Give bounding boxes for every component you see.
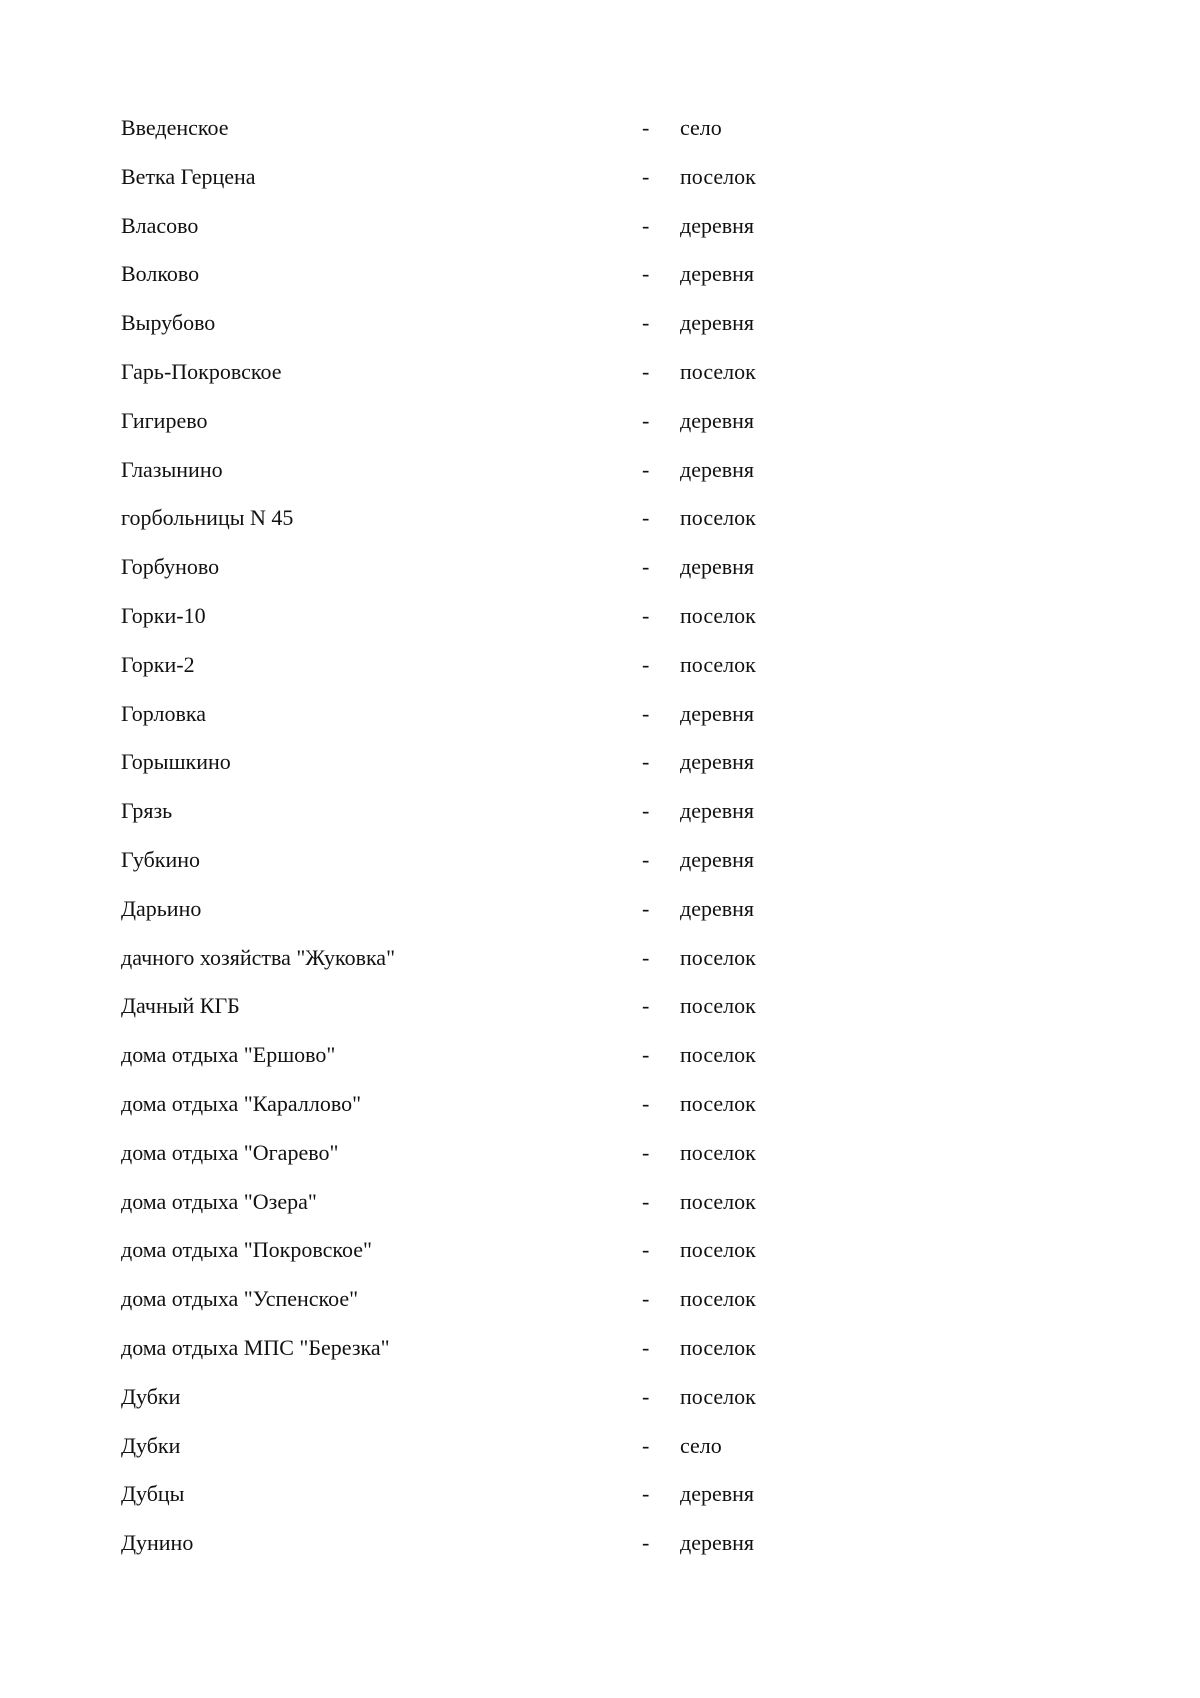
separator-dash: -	[642, 1383, 650, 1409]
list-item	[121, 1519, 1021, 1568]
separator-dash: -	[642, 358, 650, 384]
separator-dash: -	[642, 798, 650, 824]
settlement-name: дачного хозяйства "Жуковка"	[121, 944, 396, 970]
settlement-type: деревня	[680, 456, 755, 482]
list-item	[121, 690, 1021, 739]
settlement-type: деревня	[680, 212, 755, 238]
settlement-type: поселок	[680, 1090, 756, 1116]
settlement-name: Дунино	[121, 1530, 194, 1556]
list-item	[121, 494, 1021, 543]
separator-dash: -	[642, 1530, 650, 1556]
settlement-type: деревня	[680, 798, 755, 824]
list-item	[121, 592, 1021, 641]
settlement-name: дома отдыха "Успенское"	[121, 1286, 359, 1312]
list-item	[121, 1178, 1021, 1227]
list-item	[121, 1080, 1021, 1129]
separator-dash: -	[642, 993, 650, 1019]
list-item	[121, 250, 1021, 299]
separator-dash: -	[642, 846, 650, 872]
settlement-type: поселок	[680, 602, 756, 628]
list-item	[121, 446, 1021, 495]
settlement-type: поселок	[680, 163, 756, 189]
separator-dash: -	[642, 1139, 650, 1165]
separator-dash: -	[642, 554, 650, 580]
settlement-name: Горки-10	[121, 602, 206, 628]
settlement-name: Горки-2	[121, 651, 195, 677]
separator-dash: -	[642, 310, 650, 336]
settlement-name: Введенское	[121, 115, 229, 140]
list-item	[121, 836, 1021, 885]
settlement-name: Горбуново	[121, 554, 220, 580]
separator-dash: -	[642, 602, 650, 628]
separator-dash: -	[642, 944, 650, 970]
settlement-type: поселок	[680, 1139, 756, 1165]
separator-dash: -	[642, 1286, 650, 1312]
list-item	[121, 153, 1021, 202]
settlement-type: поселок	[680, 651, 756, 677]
settlement-type: поселок	[680, 1237, 756, 1263]
list-item	[121, 348, 1021, 397]
list-item	[121, 1275, 1021, 1324]
separator-dash: -	[642, 505, 650, 531]
settlement-type: деревня	[680, 749, 755, 775]
settlement-type: деревня	[680, 700, 755, 726]
separator-dash: -	[642, 1090, 650, 1116]
settlement-name: дома отдыха МПС "Березка"	[121, 1334, 390, 1360]
settlement-type: поселок	[680, 1383, 756, 1409]
settlement-type: поселок	[680, 358, 756, 384]
separator-dash: -	[642, 1188, 650, 1214]
separator-dash: -	[642, 700, 650, 726]
settlement-name: Гарь-Покровское	[121, 358, 282, 384]
list-item	[121, 934, 1021, 983]
settlement-name: Дубцы	[121, 1481, 185, 1507]
settlement-type: поселок	[680, 1286, 756, 1312]
settlement-name: Дубки	[121, 1383, 181, 1409]
separator-dash: -	[642, 1237, 650, 1263]
list-item	[121, 1422, 1021, 1471]
separator-dash: -	[642, 1481, 650, 1507]
settlement-name: Вырубово	[121, 310, 216, 336]
list-item	[121, 641, 1021, 690]
settlement-name: Власово	[121, 212, 199, 238]
settlement-name: Горышкино	[121, 749, 231, 775]
settlement-type: село	[680, 115, 722, 140]
settlement-type: поселок	[680, 944, 756, 970]
settlement-name: Дачный КГБ	[121, 993, 240, 1019]
separator-dash: -	[642, 1042, 650, 1068]
settlement-name: Грязь	[121, 798, 173, 824]
separator-dash: -	[642, 163, 650, 189]
settlement-name: Волково	[121, 261, 200, 287]
settlement-name: дома отдыха "Ершово"	[121, 1042, 336, 1068]
settlement-type: деревня	[680, 1481, 755, 1507]
settlement-type: поселок	[680, 1188, 756, 1214]
settlement-type: деревня	[680, 1530, 755, 1556]
settlement-name: дома отдыха "Покровское"	[121, 1237, 372, 1263]
settlement-name: дома отдыха "Караллово"	[121, 1090, 362, 1116]
settlement-name: дома отдыха "Огарево"	[121, 1139, 339, 1165]
settlement-name: Дарьино	[121, 895, 202, 921]
separator-dash: -	[642, 261, 650, 287]
separator-dash: -	[642, 456, 650, 482]
settlement-type: деревня	[680, 554, 755, 580]
list-item	[121, 982, 1021, 1031]
separator-dash: -	[642, 1334, 650, 1360]
list-item	[121, 543, 1021, 592]
settlement-list	[121, 104, 1021, 1568]
list-item	[121, 1324, 1021, 1373]
list-item	[121, 299, 1021, 348]
settlement-type: деревня	[680, 310, 755, 336]
settlement-name: Горловка	[121, 700, 206, 726]
list-item	[121, 885, 1021, 934]
settlement-name: Губкино	[121, 846, 201, 872]
settlement-name: Гигирево	[121, 407, 208, 433]
list-item	[121, 202, 1021, 251]
separator-dash: -	[642, 749, 650, 775]
separator-dash: -	[642, 115, 650, 140]
separator-dash: -	[642, 651, 650, 677]
settlement-type: деревня	[680, 407, 755, 433]
separator-dash: -	[642, 895, 650, 921]
settlement-name: дома отдыха "Озера"	[121, 1188, 317, 1214]
settlement-type: поселок	[680, 1334, 756, 1360]
list-item	[121, 1031, 1021, 1080]
settlement-name: Дубки	[121, 1432, 181, 1458]
list-item	[121, 397, 1021, 446]
list-item	[121, 104, 1021, 153]
settlement-type: поселок	[680, 1042, 756, 1068]
list-item	[121, 1226, 1021, 1275]
settlement-name: Ветка Герцена	[121, 163, 256, 189]
separator-dash: -	[642, 212, 650, 238]
settlement-type: деревня	[680, 895, 755, 921]
separator-dash: -	[642, 1432, 650, 1458]
settlement-type: деревня	[680, 261, 755, 287]
settlement-type: поселок	[680, 993, 756, 1019]
settlement-type: село	[680, 1432, 722, 1458]
settlement-type: деревня	[680, 846, 755, 872]
separator-dash: -	[642, 407, 650, 433]
list-item	[121, 787, 1021, 836]
list-item	[121, 1373, 1021, 1422]
list-item	[121, 1470, 1021, 1519]
list-item	[121, 738, 1021, 787]
settlement-name: Глазынино	[121, 456, 223, 482]
settlement-name: горбольницы N 45	[121, 505, 294, 531]
settlement-type: поселок	[680, 505, 756, 531]
list-item	[121, 1129, 1021, 1178]
